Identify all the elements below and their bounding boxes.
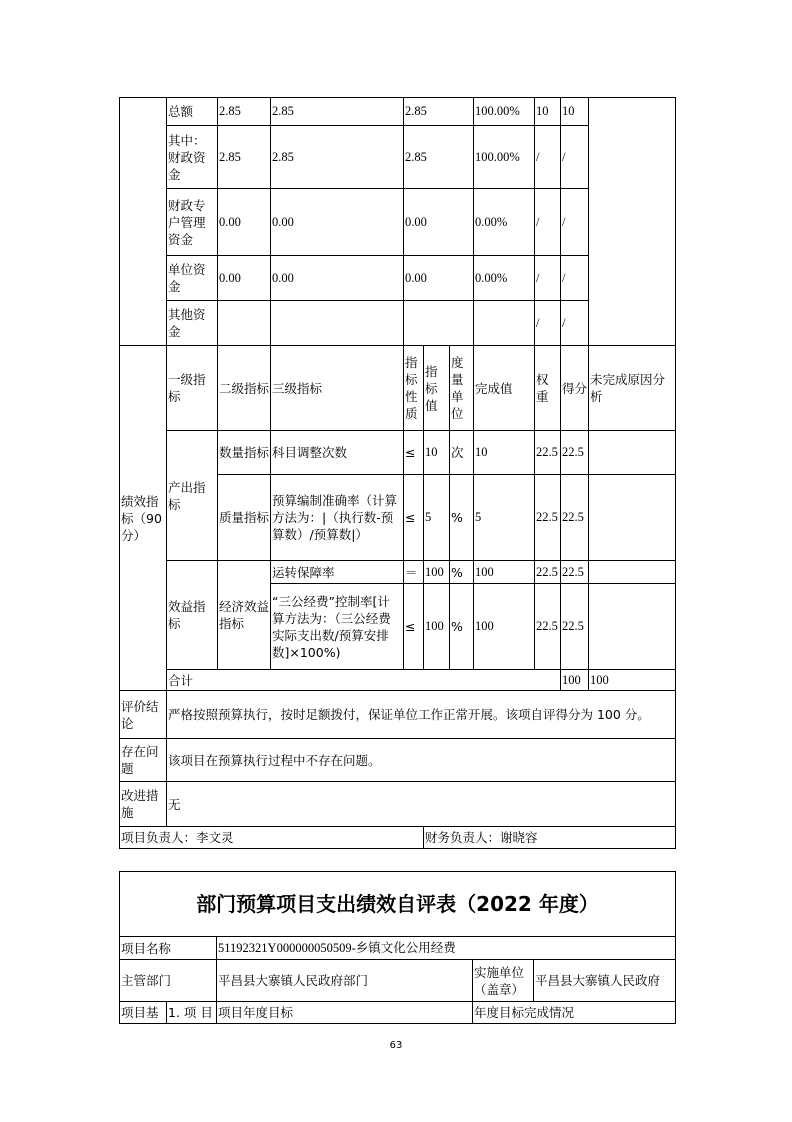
header-actual: 完成值 xyxy=(474,346,535,431)
funding-weight: / xyxy=(535,301,561,346)
indicator-target: 10 xyxy=(424,431,450,475)
funding-full-year: 0.00 xyxy=(271,189,404,256)
conclusion-row xyxy=(120,691,676,739)
indicator-name: “三公经费”控制率[计算方法为：（三公经费实际支出数/预算安排数]×100%) xyxy=(271,584,404,670)
funding-rate: 0.00% xyxy=(474,256,535,301)
page-number: 63 xyxy=(389,1040,403,1051)
funding-annual: 0.00 xyxy=(218,256,271,301)
funding-executed: 0.00 xyxy=(404,256,474,301)
project-lead: 项目负责人：李文灵 xyxy=(120,827,424,849)
funding-label: 其他资金 xyxy=(167,301,218,346)
funding-weight: / xyxy=(535,256,561,301)
funding-full-year: 0.00 xyxy=(271,256,404,301)
indicator-op: ≤ xyxy=(404,431,424,475)
funding-annual xyxy=(218,301,271,346)
header-score: 得分 xyxy=(561,346,589,431)
indicator-unit: % xyxy=(450,561,474,584)
self-evaluation-form xyxy=(119,871,676,1024)
funding-executed: 2.85 xyxy=(404,98,474,126)
conclusion-text: 严格按照预算执行，按时足额拨付，保证单位工作正常开展。该项自评得分为 100 分。 xyxy=(167,691,676,739)
indicator-op: ≤ xyxy=(404,584,424,670)
level1-label: 效益指标 xyxy=(167,561,218,670)
funding-weight: / xyxy=(535,189,561,256)
funding-full-year xyxy=(271,301,404,346)
funding-row xyxy=(120,98,676,126)
funding-executed: 2.85 xyxy=(404,126,474,189)
funding-full-year: 2.85 xyxy=(271,126,404,189)
indicator-unit: % xyxy=(450,584,474,670)
total-row xyxy=(120,670,676,691)
indicator-row xyxy=(120,431,676,475)
funding-score: / xyxy=(561,301,589,346)
indicator-op: ＝ xyxy=(404,561,424,584)
indicator-weight: 22.5 xyxy=(535,475,561,561)
funding-annual: 0.00 xyxy=(218,189,271,256)
dept-value: 平昌县大寨镇人民政府部门 xyxy=(217,960,473,1002)
funding-rate: 100.00% xyxy=(474,98,535,126)
improvements-label: 改进措施 xyxy=(120,782,167,827)
improvements-row xyxy=(120,782,676,827)
indicator-weight: 22.5 xyxy=(535,561,561,584)
indicator-actual: 100 xyxy=(474,561,535,584)
total-score: 100 xyxy=(589,670,676,691)
funding-label: 总额 xyxy=(167,98,218,126)
impl-label: 实施单位（盖章） xyxy=(473,960,534,1002)
header-reason: 未完成原因分析 xyxy=(589,346,676,431)
indicator-unit: % xyxy=(450,475,474,561)
indicator-unit: 次 xyxy=(450,431,474,475)
funding-annual: 2.85 xyxy=(218,126,271,189)
impl-value: 平昌县大寨镇人民政府 xyxy=(534,960,676,1002)
indicator-target: 5 xyxy=(424,475,450,561)
basic-info-label: 项目基 xyxy=(120,1002,167,1024)
funding-full-year: 2.85 xyxy=(271,98,404,126)
header-weight: 权重 xyxy=(535,346,561,431)
header-nature: 指标性质 xyxy=(404,346,424,431)
indicator-row xyxy=(120,561,676,584)
indicator-weight: 22.5 xyxy=(535,431,561,475)
header-level2: 二级指标 xyxy=(218,346,271,431)
header-target: 指标值 xyxy=(424,346,450,431)
funding-weight: 10 xyxy=(535,98,561,126)
indicator-actual: 100 xyxy=(474,584,535,670)
goal-completion-label: 年度目标完成情况 xyxy=(473,1002,676,1024)
level2-label: 质量指标 xyxy=(218,475,271,561)
indicator-score: 22.5 xyxy=(561,561,589,584)
problems-text: 该项目在预算执行过程中不存在问题。 xyxy=(167,739,676,782)
header-unit: 度量单位 xyxy=(450,346,474,431)
improvements-text: 无 xyxy=(167,782,676,827)
level2-label: 经济效益指标 xyxy=(218,561,271,670)
indicator-name: 预算编制准确率（计算方法为：|（执行数-预算数）/预算数|） xyxy=(271,475,404,561)
total-label: 合计 xyxy=(167,670,561,691)
funding-rate: 0.00% xyxy=(474,189,535,256)
indicator-target: 100 xyxy=(424,584,450,670)
funding-annual: 2.85 xyxy=(218,98,271,126)
form-title: 部门预算项目支出绩效自评表（2022 年度） xyxy=(120,872,676,937)
performance-table xyxy=(119,97,676,849)
indicator-section-label: 绩效指标（90分） xyxy=(120,346,167,691)
funding-score: / xyxy=(561,189,589,256)
funding-executed xyxy=(404,301,474,346)
indicator-name: 科目调整次数 xyxy=(271,431,404,475)
dept-label: 主管部门 xyxy=(120,960,217,1002)
finance-lead: 财务负责人：谢晓容 xyxy=(424,827,676,849)
level1-label: 产出指标 xyxy=(167,431,218,561)
indicator-op: ≤ xyxy=(404,475,424,561)
project-name-value: 51192321Y000000050509-乡镇文化公用经费 xyxy=(217,937,676,960)
indicator-weight: 22.5 xyxy=(535,584,561,670)
funding-label: 财政专户管理资金 xyxy=(167,189,218,256)
funding-label: 单位资金 xyxy=(167,256,218,301)
funding-rate xyxy=(474,301,535,346)
funding-score: 10 xyxy=(561,98,589,126)
indicator-actual: 5 xyxy=(474,475,535,561)
indicator-actual: 10 xyxy=(474,431,535,475)
indicator-score: 22.5 xyxy=(561,475,589,561)
indicator-name: 运转保障率 xyxy=(271,561,404,584)
funding-weight: / xyxy=(535,126,561,189)
funding-score: / xyxy=(561,126,589,189)
header-level3: 三级指标 xyxy=(271,346,404,431)
project-name-label: 项目名称 xyxy=(120,937,217,960)
indicator-score: 22.5 xyxy=(561,584,589,670)
indicator-score: 22.5 xyxy=(561,431,589,475)
indicator-target: 100 xyxy=(424,561,450,584)
total-weight: 100 xyxy=(561,670,589,691)
funding-executed: 0.00 xyxy=(404,189,474,256)
problems-row xyxy=(120,739,676,782)
conclusion-label: 评价结论 xyxy=(120,691,167,739)
signature-row xyxy=(120,827,676,849)
problems-label: 存在问题 xyxy=(120,739,167,782)
header-level1: 一级指标 xyxy=(167,346,218,431)
funding-score: / xyxy=(561,256,589,301)
item-label: 1. 项 目 xyxy=(167,1002,217,1024)
indicator-header-row xyxy=(120,346,676,431)
funding-rate: 100.00% xyxy=(474,126,535,189)
annual-goal-label: 项目年度目标 xyxy=(217,1002,473,1024)
level2-label: 数量指标 xyxy=(218,431,271,475)
funding-label: 其中：财政资金 xyxy=(167,126,218,189)
